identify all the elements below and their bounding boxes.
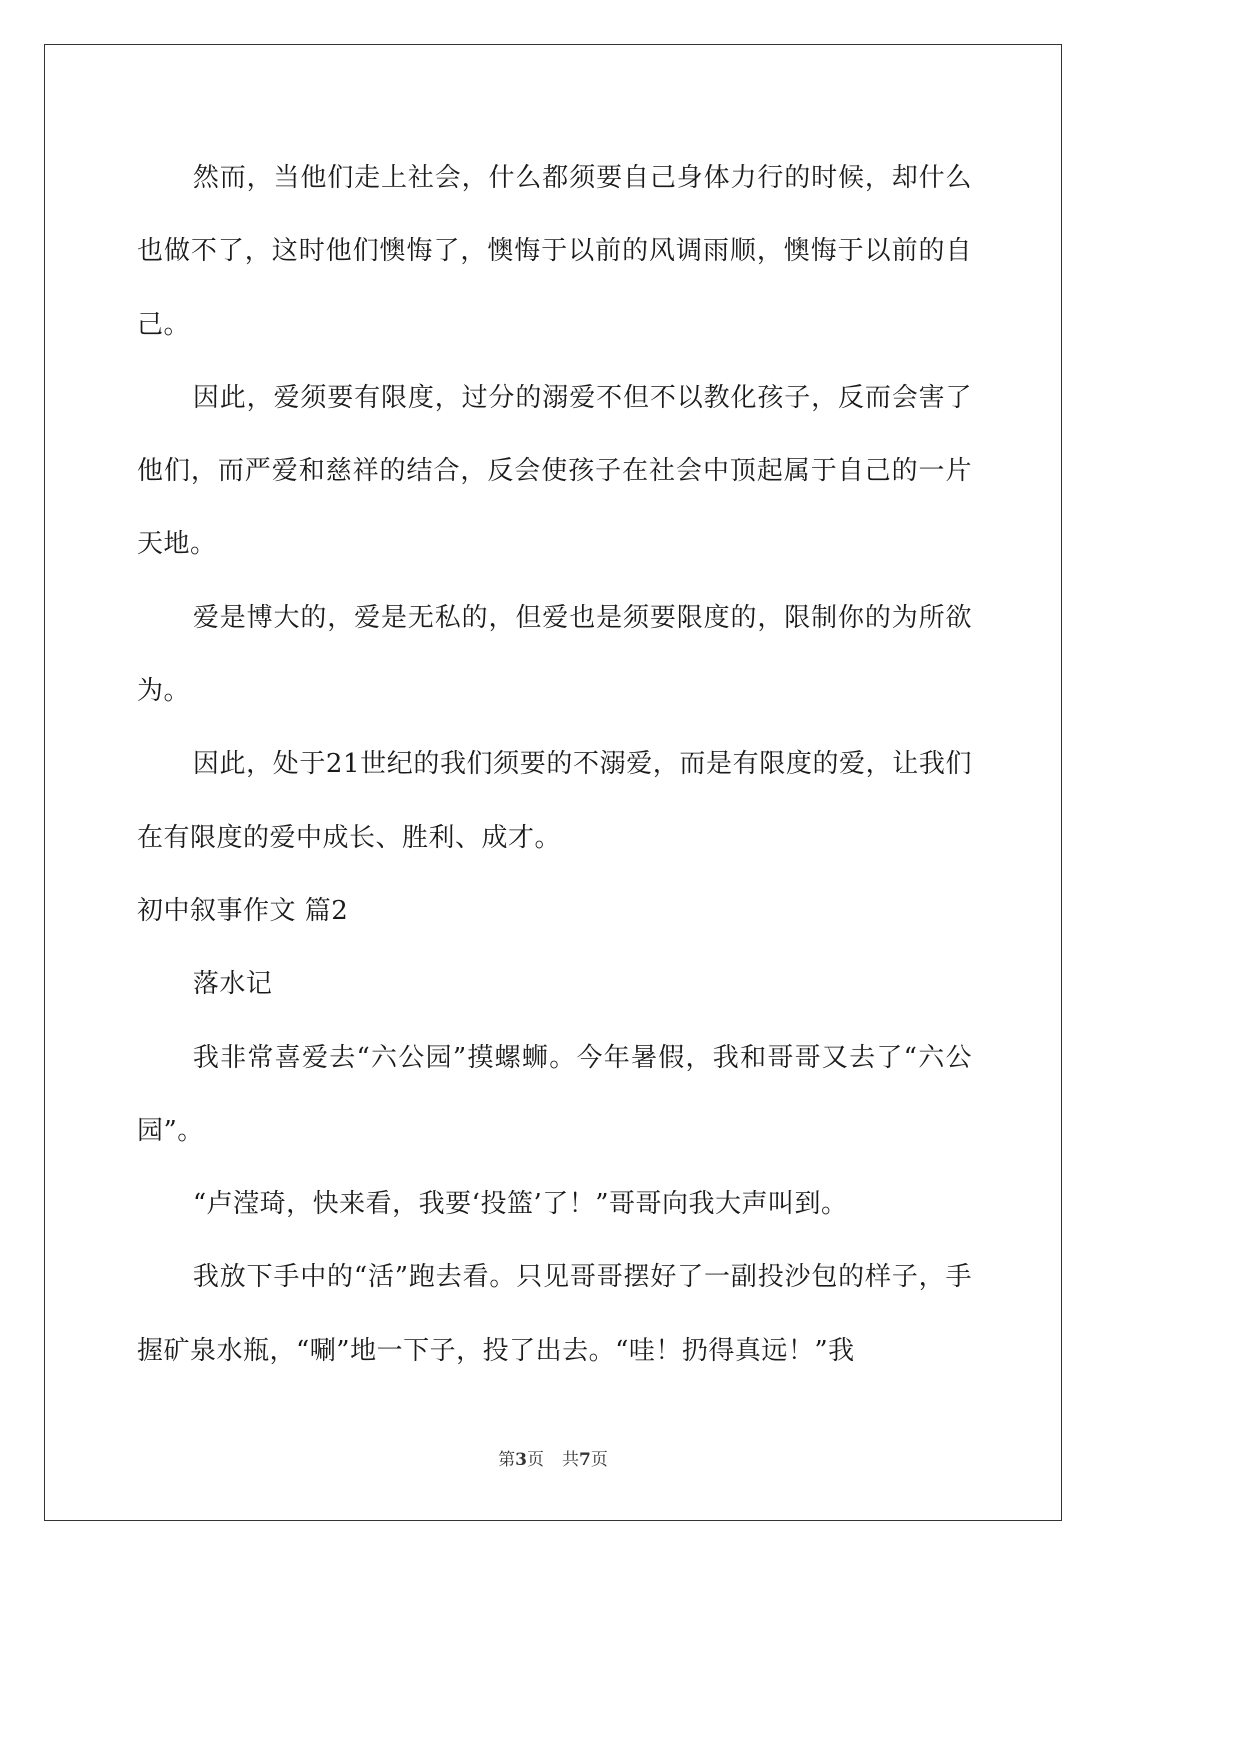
paragraph: 爱是博大的，爱是无私的，但爱也是须要限度的，限制你的为所欲为。	[137, 602, 972, 707]
total-pages-number: 7	[579, 1450, 591, 1470]
footer-page-suffix: 页	[527, 1450, 544, 1470]
paragraph: 我放下手中的“活”跑去看。只见哥哥摆好了一副投沙包的样子，手握矿泉水瓶，“唰”地一下子，投了出去。“哇！扔得真远！”我	[137, 1262, 972, 1366]
section-heading: 初中叙事作文 篇2	[137, 895, 349, 926]
paragraph: 我非常喜爱去“六公园”摸螺蛳。今年暑假，我和哥哥又去了“六公园”。	[137, 1042, 972, 1146]
essay-title: 落水记	[192, 969, 273, 1000]
page-footer	[0, 1448, 1106, 1472]
paragraph: 然而，当他们走上社会，什么都须要自己身体力行的时候，却什么也做不了，这时他们懊悔了，懊悔于以前的风调雨顺，懊悔于以前的自己。	[137, 163, 972, 340]
paragraph: “卢滢琦，快来看，我要‘投篮’了！”哥哥向我大声叫到。	[192, 1189, 848, 1220]
footer-prefix: 第	[498, 1450, 516, 1470]
paragraph: 因此，爱须要有限度，过分的溺爱不但不以教化孩子，反而会害了他们，而严爱和慈祥的结合，反会使孩子在社会中顶起属于自己的一片天地。	[137, 382, 972, 560]
footer-total-suffix: 页	[590, 1450, 608, 1470]
footer-total-prefix: 共	[562, 1450, 579, 1470]
document-body	[137, 142, 972, 1388]
current-page-number: 3	[515, 1450, 527, 1470]
paragraph: 因此，处于21世纪的我们须要的不溺爱，而是有限度的爱，让我们在有限度的爱中成长、胜利、成才。	[137, 749, 972, 853]
